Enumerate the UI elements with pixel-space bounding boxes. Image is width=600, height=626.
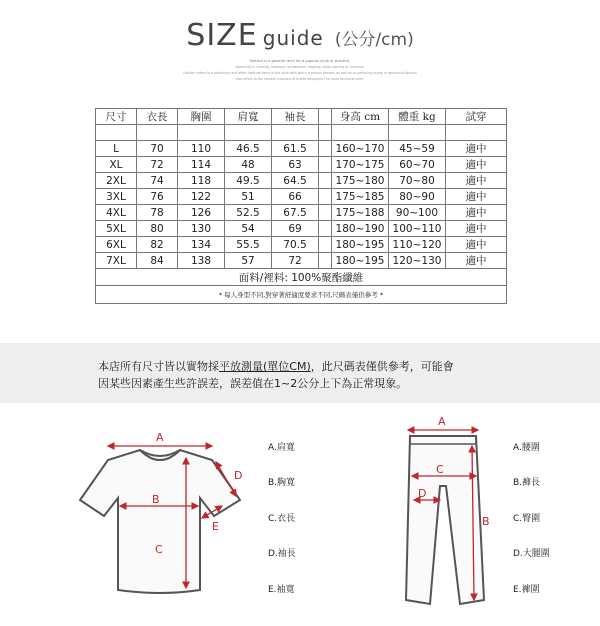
table-cell: 130 [178,221,225,237]
table-cell: 64.5 [272,173,319,189]
table-gap-cell [319,141,332,157]
table-cell: 69 [272,221,319,237]
table-cell: 60~70 [389,157,446,173]
table-cell: 適中 [446,173,507,189]
pants-marker: B [482,515,490,528]
disclaimer-band [0,343,600,403]
table-row [96,221,507,237]
table-cell: 51 [225,189,272,205]
shirt-legend-a: A.肩寬 [268,443,295,453]
shirt-marker: C [155,543,163,556]
table-cell: 適中 [446,205,507,221]
header-size: 尺寸 [96,109,137,125]
table-cell: 78 [137,205,178,221]
pants-legend-a: A.腰圍 [513,443,540,453]
table-cell: 54 [225,221,272,237]
table-gap-cell [319,237,332,253]
table-gap-cell [319,157,332,173]
table-cell: 2XL [96,173,137,189]
fine-print-line: also refers to the newest creations of textile designers.The more technical term. [235,77,365,81]
fine-print-line: especially in clothing, footwear, accessories, makeup, body piercing or furniture. [235,65,365,69]
table-cell: 67.5 [272,205,319,221]
table-cell: 適中 [446,253,507,269]
table-cell: 175~180 [332,173,389,189]
table-cell: 5XL [96,221,137,237]
table-cell: L [96,141,137,157]
table-cell: 46.5 [225,141,272,157]
table-cell: 48 [225,157,272,173]
shirt-marker: B [152,493,160,506]
table-cell: 63 [272,157,319,173]
table-cell: 70.5 [272,237,319,253]
table-cell: 61.5 [272,141,319,157]
table-cell: 適中 [446,221,507,237]
table-gap-cell [319,173,332,189]
table-cell: 175~188 [332,205,389,221]
table-row [96,157,507,173]
header-length: 衣長 [137,109,178,125]
fine-print-line: Fashion is a general term for a popular style or practice, [249,59,351,63]
title-guide: guide [262,26,324,50]
table-cell: 126 [178,205,225,221]
table-cell: 80 [137,221,178,237]
measure-diagrams [0,410,600,626]
table-gap-cell [319,221,332,237]
disclaimer-line1a: 本店所有尺寸皆以實物採 [98,360,219,373]
header-gap [319,109,332,125]
table-cell: 90~100 [389,205,446,221]
table-cell: 138 [178,253,225,269]
table-cell: 72 [272,253,319,269]
table-cell: 76 [137,189,178,205]
table-blank-row [96,125,507,141]
table-gap-cell [319,205,332,221]
header-chest: 胸圍 [178,109,225,125]
table-cell: 4XL [96,205,137,221]
table-cell: 70 [137,141,178,157]
pants-marker: D [418,487,427,500]
table-cell: 70~80 [389,173,446,189]
table-row [96,141,507,157]
title-unit: (公分/cm) [334,30,414,50]
shirt-marker: A [156,431,164,444]
table-cell: 84 [137,253,178,269]
table-cell: XL [96,157,137,173]
table-cell: 82 [137,237,178,253]
table-row [96,237,507,253]
disclaimer-line1b: ，此尺碼表僅供參考，可能會 [310,360,454,373]
table-cell: 72 [137,157,178,173]
table-cell: 110~120 [389,237,446,253]
pants-marker: A [438,415,446,428]
table-cell: 66 [272,189,319,205]
table-cell: 120~130 [389,253,446,269]
table-cell: 49.5 [225,173,272,189]
pants-legend-e: E.褲圍 [513,585,540,595]
page-title [0,18,600,53]
header-sleeve: 袖長 [272,109,319,125]
table-gap-cell [319,189,332,205]
shirt-legend-b: B.胸寬 [268,478,296,488]
table-cell: 175~185 [332,189,389,205]
table-cell: 適中 [446,141,507,157]
table-cell: 45~59 [389,141,446,157]
shirt-marker: E [212,520,219,533]
table-cell: 180~190 [332,221,389,237]
disclaimer-underlined: 平放測量(單位CM) [219,360,311,373]
table-cell: 170~175 [332,157,389,173]
table-cell: 180~195 [332,237,389,253]
pants-legend-b: B.褲長 [513,478,541,488]
header-weight: 體重 kg [389,109,446,125]
notice-text: * 每人身型不同,對穿著舒適度要求不同,尺碼表僅供參考 * [96,286,507,304]
table-cell: 適中 [446,237,507,253]
table-cell: 114 [178,157,225,173]
title-size: SIZE [186,18,258,53]
shirt-marker: D [234,469,243,482]
table-cell: 52.5 [225,205,272,221]
notice-row [96,286,507,304]
size-table [95,108,507,304]
fabric-text: 面料/裡料: 100%聚酯纖維 [96,269,507,286]
fine-print [120,58,480,82]
pants-legend-c: C.臀圍 [513,514,541,524]
table-cell: 6XL [96,237,137,253]
table-cell: 74 [137,173,178,189]
table-row [96,253,507,269]
table-cell: 122 [178,189,225,205]
table-cell: 118 [178,173,225,189]
pants-legend-d: D.大腿圍 [513,549,550,559]
shirt-legend-c: C.衣長 [268,514,296,524]
shirt-legend-e: E.袖寬 [268,585,295,595]
table-gap-cell [319,253,332,269]
table-cell: 110 [178,141,225,157]
table-header-row [96,109,507,125]
header-shoulder: 肩寬 [225,109,272,125]
table-cell: 160~170 [332,141,389,157]
table-row [96,189,507,205]
table-row [96,173,507,189]
table-cell: 適中 [446,157,507,173]
fine-print-line: Fashion refers to a distinctive and often habitual trend in the style with which a person dresses as well as to prevailing styles in behaviour.Fashion [183,71,417,75]
table-cell: 7XL [96,253,137,269]
table-cell: 80~90 [389,189,446,205]
table-cell: 55.5 [225,237,272,253]
table-cell: 3XL [96,189,137,205]
table-cell: 100~110 [389,221,446,237]
header-fit: 試穿 [446,109,507,125]
table-cell: 134 [178,237,225,253]
table-row [96,205,507,221]
disclaimer-line2: 因某些因素產生些許誤差，誤差值在1~2公分上下為正常現象。 [98,377,408,390]
table-cell: 適中 [446,189,507,205]
fabric-row [96,269,507,286]
header-height: 身高 cm [332,109,389,125]
pants-marker: C [436,463,444,476]
disclaimer-text [98,358,518,392]
shirt-legend-d: D.袖長 [268,549,296,559]
table-cell: 57 [225,253,272,269]
table-cell: 180~195 [332,253,389,269]
